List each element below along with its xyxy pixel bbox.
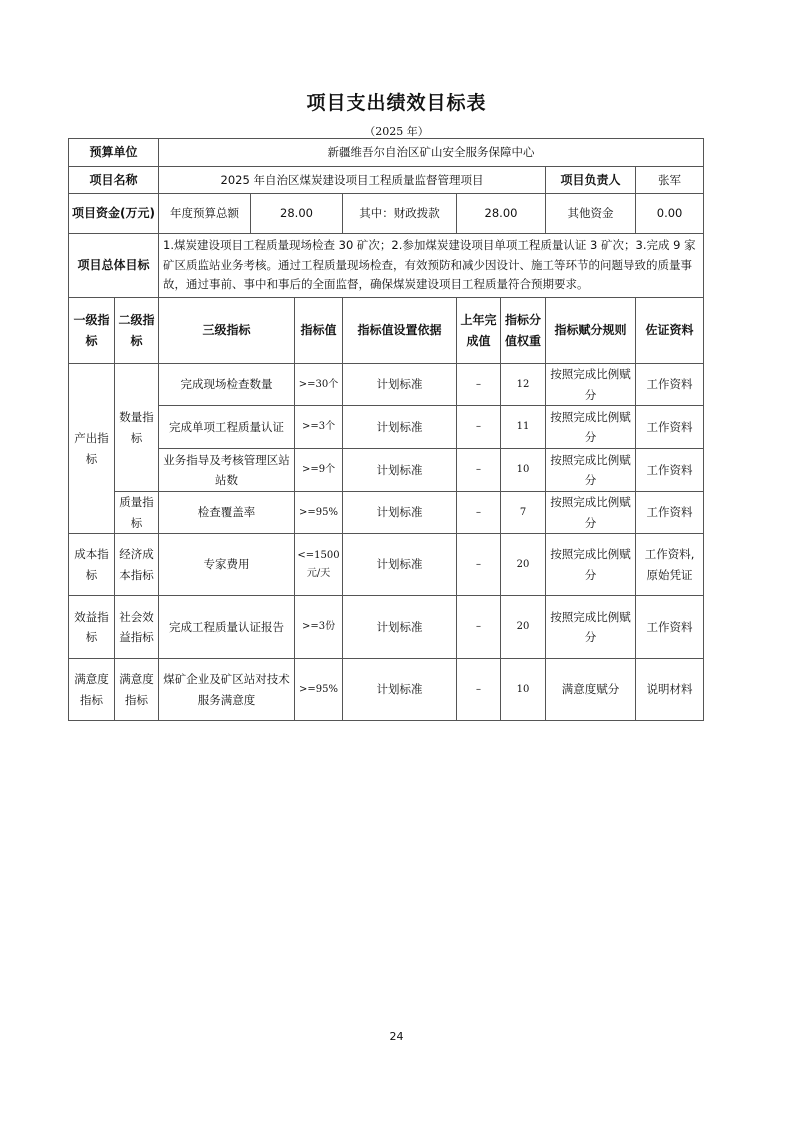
value-cell: >=9个 — [295, 449, 343, 492]
l3-cell: 完成现场检查数量 — [159, 364, 295, 406]
last-year-cell: – — [457, 534, 501, 596]
last-year-cell: – — [457, 449, 501, 492]
project-owner-label: 项目负责人 — [546, 167, 636, 194]
last-year-cell: – — [457, 492, 501, 534]
l3-cell: 业务指导及考核管理区站站数 — [159, 449, 295, 492]
other-funds-value: 0.00 — [636, 194, 704, 234]
table-row — [69, 659, 704, 721]
rule-cell: 满意度赋分 — [546, 659, 636, 721]
last-year-cell: – — [457, 364, 501, 406]
value-cell: >=95% — [295, 659, 343, 721]
evidence-cell: 工作资料 — [636, 364, 704, 406]
rule-cell: 按照完成比例赋分 — [546, 406, 636, 449]
header-last-year: 上年完成值 — [457, 298, 501, 364]
project-name-row — [69, 167, 704, 194]
table-row — [69, 534, 704, 596]
basis-cell: 计划标准 — [343, 596, 457, 659]
table-row — [69, 449, 704, 492]
rule-cell: 按照完成比例赋分 — [546, 596, 636, 659]
header-weight: 指标分值权重 — [501, 298, 546, 364]
value-cell: >=3个 — [295, 406, 343, 449]
group-satisfaction-sub: 满意度指标 — [115, 659, 159, 721]
table-row — [69, 364, 704, 406]
basis-cell: 计划标准 — [343, 406, 457, 449]
funding-row — [69, 194, 704, 234]
goal-row — [69, 234, 704, 298]
page-title: 项目支出绩效目标表 — [306, 92, 487, 114]
l3-cell: 完成工程质量认证报告 — [159, 596, 295, 659]
weight-cell: 20 — [501, 534, 546, 596]
rule-cell: 按照完成比例赋分 — [546, 534, 636, 596]
funding-label: 项目资金(万元) — [69, 194, 159, 234]
header-row — [69, 298, 704, 364]
basis-cell: 计划标准 — [343, 534, 457, 596]
last-year-cell: – — [457, 596, 501, 659]
weight-cell: 12 — [501, 364, 546, 406]
table-row — [69, 492, 704, 534]
basis-cell: 计划标准 — [343, 449, 457, 492]
table-row — [69, 406, 704, 449]
header-l3: 三级指标 — [159, 298, 295, 364]
l3-cell: 完成单项工程质量认证 — [159, 406, 295, 449]
rule-cell: 按照完成比例赋分 — [546, 364, 636, 406]
annual-budget-label: 年度预算总额 — [159, 194, 251, 234]
evidence-cell: 说明材料 — [636, 659, 704, 721]
project-name-label: 项目名称 — [69, 167, 159, 194]
weight-cell: 20 — [501, 596, 546, 659]
weight-cell: 10 — [501, 449, 546, 492]
rule-cell: 按照完成比例赋分 — [546, 449, 636, 492]
rule-cell: 按照完成比例赋分 — [546, 492, 636, 534]
fiscal-value: 28.00 — [457, 194, 546, 234]
header-l1: 一级指标 — [69, 298, 115, 364]
value-cell: >=30个 — [295, 364, 343, 406]
budget-unit-row — [69, 139, 704, 167]
evidence-cell: 工作资料, 原始凭证 — [636, 534, 704, 596]
project-owner-value: 张军 — [636, 167, 704, 194]
group-benefit: 效益指标 — [69, 596, 115, 659]
group-cost: 成本指标 — [69, 534, 115, 596]
goal-label: 项目总体目标 — [69, 234, 159, 298]
page-number: 24 — [389, 1030, 404, 1043]
last-year-cell: – — [457, 406, 501, 449]
goal-text: 1.煤炭建设项目工程质量现场检查 30 矿次；2.参加煤炭建设项目单项工程质量认证 3 矿次；3.完成 9 家矿区质监站业务考核。通过工程质量现场检查，有效预防和减少因设计、施工等环节的问题导致的质量事故，通过事前、事中和事后的全面监督，确保煤炭建设项目工程质量符合预期要求。 — [159, 234, 704, 298]
fiscal-label: 其中：财政拨款 — [343, 194, 457, 234]
annual-budget-value: 28.00 — [251, 194, 343, 234]
group-quality: 质量指标 — [115, 492, 159, 534]
budget-unit-value: 新疆维吾尔自治区矿山安全服务保障中心 — [159, 139, 704, 167]
year-label: （2025 年） — [364, 125, 429, 138]
last-year-cell: – — [457, 659, 501, 721]
evidence-cell: 工作资料 — [636, 406, 704, 449]
value-cell: >=95% — [295, 492, 343, 534]
weight-cell: 7 — [501, 492, 546, 534]
l3-cell: 煤矿企业及矿区站对技术服务满意度 — [159, 659, 295, 721]
other-funds-label: 其他资金 — [546, 194, 636, 234]
evidence-cell: 工作资料 — [636, 492, 704, 534]
header-basis: 指标值设置依据 — [343, 298, 457, 364]
group-social-benefit: 社会效益指标 — [115, 596, 159, 659]
header-l2: 二级指标 — [115, 298, 159, 364]
group-output: 产出指标 — [69, 364, 115, 534]
basis-cell: 计划标准 — [343, 364, 457, 406]
basis-cell: 计划标准 — [343, 659, 457, 721]
header-evidence: 佐证资料 — [636, 298, 704, 364]
value-cell: <=1500元/天 — [295, 534, 343, 596]
value-cell: >=3份 — [295, 596, 343, 659]
l3-cell: 专家费用 — [159, 534, 295, 596]
project-name-value: 2025 年自治区煤炭建设项目工程质量监督管理项目 — [159, 167, 546, 194]
weight-cell: 11 — [501, 406, 546, 449]
evidence-cell: 工作资料 — [636, 596, 704, 659]
l3-cell: 检查覆盖率 — [159, 492, 295, 534]
group-satisfaction: 满意度指标 — [69, 659, 115, 721]
evidence-cell: 工作资料 — [636, 449, 704, 492]
budget-unit-label: 预算单位 — [69, 139, 159, 167]
header-value: 指标值 — [295, 298, 343, 364]
header-rule: 指标赋分规则 — [546, 298, 636, 364]
group-quantity: 数量指标 — [115, 364, 159, 492]
basis-cell: 计划标准 — [343, 492, 457, 534]
weight-cell: 10 — [501, 659, 546, 721]
table-row — [69, 596, 704, 659]
performance-table — [68, 138, 704, 721]
group-economic-cost: 经济成本指标 — [115, 534, 159, 596]
